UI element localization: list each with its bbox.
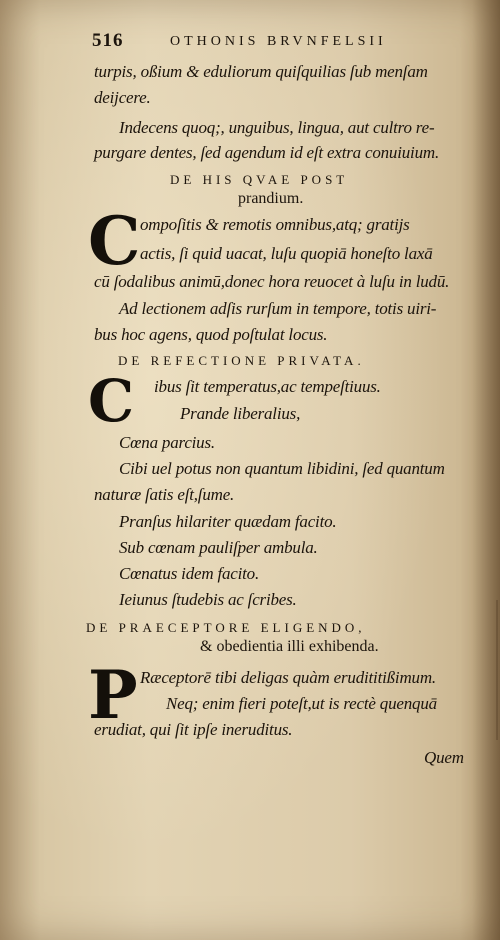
- text-line: Ad lectionem adſis rurſum in tempore, totis uiri-: [119, 299, 437, 318]
- section-heading: DE PRAECEPTORE ELIGENDO,: [86, 620, 366, 635]
- running-title: OTHONIS BRVNFELSII: [170, 34, 387, 49]
- drop-cap-initial: C: [88, 367, 135, 435]
- text-line: Neq; enim fieri poteſt,ut is rectè quenquā: [166, 694, 437, 713]
- section-heading: DE HIS QVAE POST: [170, 172, 349, 187]
- text-line: Indecens quoq;, unguibus, lingua, aut cultro re-: [119, 118, 435, 137]
- text-line: Cibi uel potus non quantum libidini, ſed quantum: [119, 459, 445, 478]
- text-line: erudiat, qui ſit ipſe ineruditus.: [94, 720, 293, 739]
- text-line: cū ſodalibus animū,donec hora reuocet à luſu in ludū.: [94, 272, 450, 291]
- text-line: actis, ſi quid uacat, luſu quopiā honeſto laxā: [140, 244, 433, 263]
- margin-mark: [496, 600, 498, 740]
- text-line: Cœnatus idem facito.: [119, 564, 260, 583]
- text-line: naturæ ſatis eſt,ſume.: [94, 485, 235, 504]
- text-line: Ræceptorē tibi deligas quàm erudititißimum.: [140, 668, 436, 687]
- text-line: turpis, oßium & eduliorum quiſquilias ſub menſam: [94, 62, 428, 81]
- text-line: ompoſitis & remotis omnibus,atq; gratijs: [140, 215, 410, 234]
- text-line: Ieiunus ſtudebis ac ſcribes.: [119, 590, 297, 609]
- text-line: ibus ſit temperatus,ac tempeſtiuus.: [154, 377, 381, 396]
- text-line: bus hoc agens, quod poſtulat locus.: [94, 325, 328, 344]
- text-line: Sub cœnam pauliſper ambula.: [119, 538, 318, 557]
- text-line: Cœna parcius.: [119, 433, 215, 452]
- page-number: 516: [92, 30, 124, 51]
- text-line: Prande liberalius,: [180, 404, 301, 423]
- text-line: purgare dentes, ſed agendum id eſt extra conuiuium.: [94, 143, 439, 162]
- text-line: deijcere.: [94, 88, 151, 107]
- drop-cap-initial: C: [88, 202, 141, 280]
- text-line: Pranſus hilariter quædam facito.: [119, 512, 337, 531]
- drop-cap-initial: P: [88, 656, 138, 734]
- section-heading-continued: & obedientia illi exhibenda.: [200, 638, 379, 655]
- section-heading-continued: prandium.: [238, 190, 304, 207]
- section-heading: DE REFECTIONE PRIVATA.: [118, 353, 365, 368]
- catchword: Quem: [424, 748, 464, 767]
